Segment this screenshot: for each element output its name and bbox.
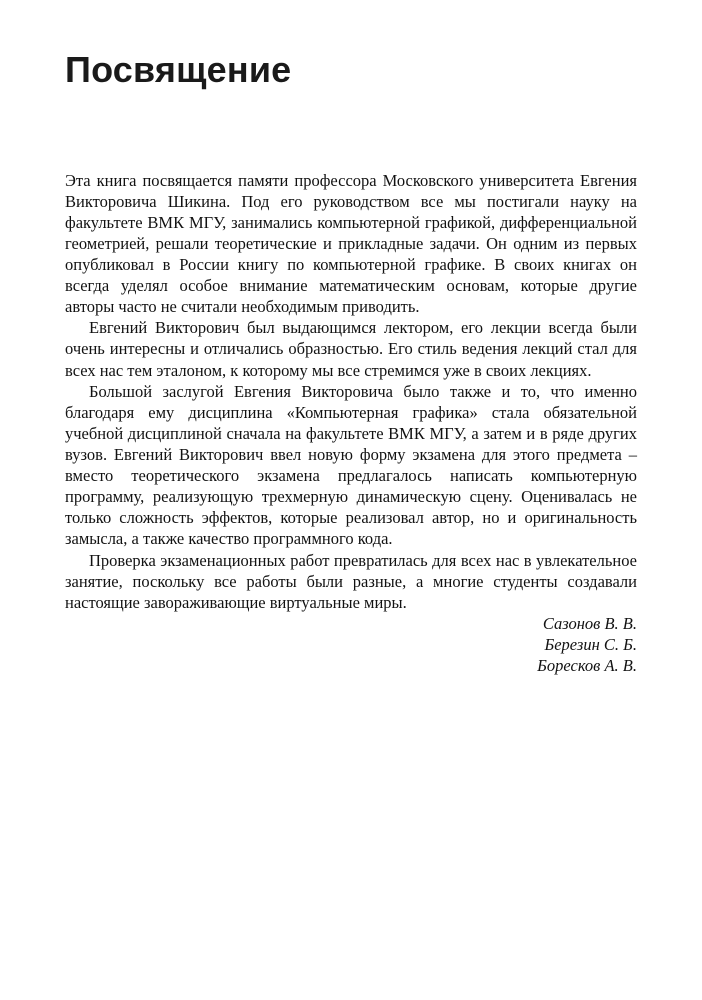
signature-3: Боресков А. В. [537,656,637,676]
page-title: Посвящение [65,49,292,90]
paragraph-3: Большой заслугой Евгения Викторовича было также и то, что именно благодаря ему дисциплина «Компьютерная графика» стала обязательной учебной дисциплиной сначала на факультете ВМК МГУ, а затем и в ряде других вузов. Евгений Викторович ввел новую форму экзамена для этого предмета – вместо теоретического экзамена предлагалось написать компьютерную программу, реализующую трехмерную динамическую сцену. Оценивалась не только сложность эффектов, которые реализовал автор, но и оригинальность замысла, а также качество программного кода. [65,381,637,549]
signature-2: Березин С. Б. [544,635,637,654]
signature-1: Сазонов В. В. [542,613,637,633]
paragraph-1: Эта книга посвящается памяти профессора Московского университета Евгения Викторовича Шикина. Под его руководством все мы постигали науку на факультете ВМК МГУ, занимались компьютерной графикой, дифференциальной геометрией, решали теоретические и прикладные задачи. Он одним из первых опубликовал в России книгу по компьютерной графике. В своих книгах он всегда уделял особое внимание математическим основам, которые другие авторы часто не считали необходимым приводить. [65,170,637,317]
signatures-block [65,613,637,676]
paragraph-4: Проверка экзаменационных работ превратилась для всех нас в увлекательное занятие, поскольку все работы были разные, а многие студенты создавали настоящие завораживающие виртуальные миры. [65,550,637,612]
paragraph-2: Евгений Викторович был выдающимся лектором, его лекции всегда были очень интересны и отличались образностью. Его стиль ведения лекций стал для всех нас тем эталоном, к которому мы все стремимся уже в своих лекциях. [65,318,637,380]
dedication-text [65,170,637,613]
